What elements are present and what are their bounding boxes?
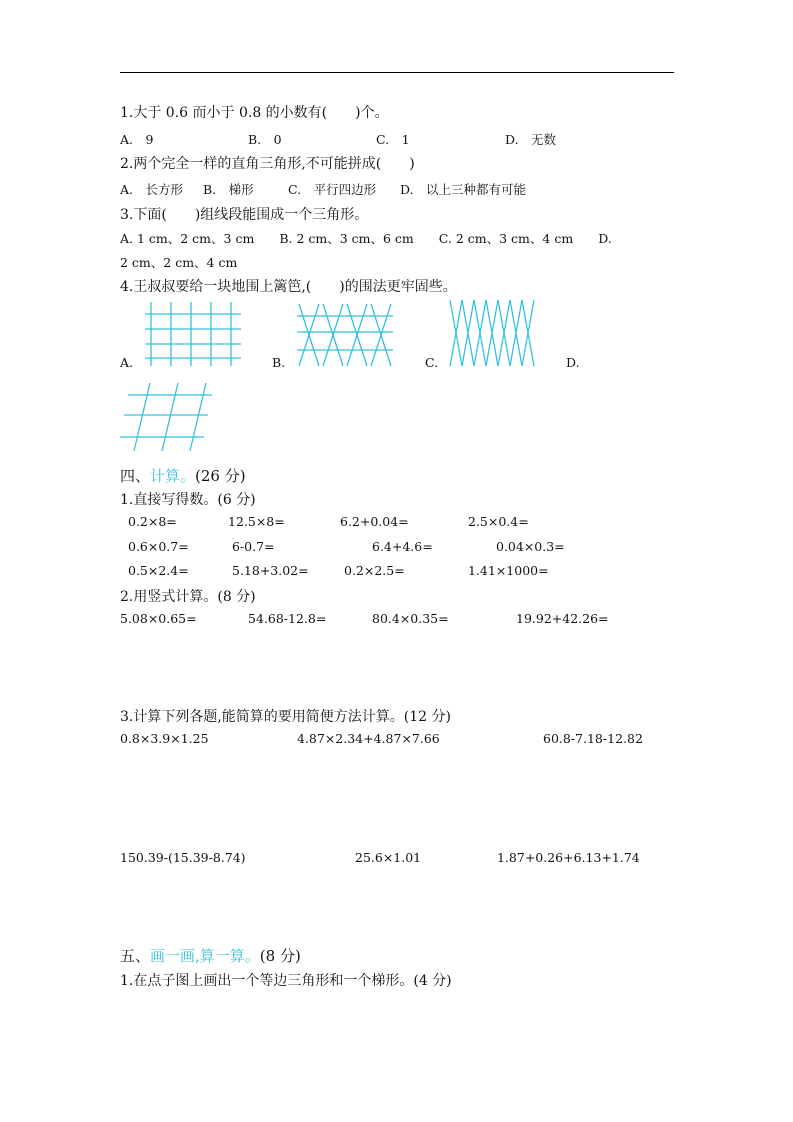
simplify-calc-item: 25.6×1.01 [355, 850, 422, 865]
section-5-score: (8 分) [259, 947, 301, 965]
question-1-text: 1.大于 0.6 而小于 0.8 的小数有( )个。 [120, 105, 389, 121]
vertical-calc-item: 54.68-12.8= [248, 611, 327, 626]
section-5-heading [120, 945, 301, 966]
simplify-calc-item: 4.87×2.34+4.87×7.66 [297, 731, 440, 746]
q2-option-b: B. 梯形 [203, 182, 254, 197]
q1-option-b: B. 0 [248, 132, 282, 147]
section-5-title: 画一画,算一算。 [150, 947, 260, 965]
section-4-prefix: 四、 [120, 467, 151, 485]
simplify-calc-item: 60.8-7.18-12.82 [543, 731, 643, 746]
section-4-part-3-title: 3.计算下列各题,能简算的要用简便方法计算。(12 分) [120, 709, 451, 725]
q2-option-d: D. 以上三种都有可能 [400, 182, 527, 197]
oral-calc-item: 2.5×0.4= [468, 514, 529, 529]
q1-option-c: C. 1 [376, 132, 410, 147]
q2-option-a: A. 长方形 [120, 182, 184, 197]
oral-calc-item: 0.2×8= [128, 514, 177, 529]
oral-calc-item: 6.4+4.6= [372, 539, 433, 554]
question-3-text: 3.下面( )组线段能围成一个三角形。 [120, 207, 369, 223]
oral-calc-item: 0.6×0.7= [128, 539, 189, 554]
q3-options-line-1: A. 1 cm、2 cm、3 cm B. 2 cm、3 cm、6 cm C. 2 cm、3 cm、4 cm D. [120, 231, 612, 246]
vertical-calc-item: 19.92+42.26= [516, 611, 609, 626]
slanted-fence-icon [120, 381, 220, 453]
q4-label-d: D. [566, 355, 580, 370]
q2-option-c: C. 平行四边形 [288, 182, 377, 197]
oral-calc-item: 6-0.7= [232, 539, 275, 554]
q3-options-line-2: 2 cm、2 cm、4 cm [120, 255, 238, 270]
section-5-prefix: 五、 [120, 947, 151, 965]
oral-calc-item: 1.41×1000= [468, 563, 549, 578]
question-4-text: 4.王叔叔要给一块地围上篱笆,( )的围法更牢固些。 [120, 279, 457, 295]
oral-calc-item: 6.2+0.04= [340, 514, 409, 529]
grid-fence-icon [143, 300, 243, 368]
section-4-part-2-title: 2.用竖式计算。(8 分) [120, 589, 256, 605]
vertical-calc-item: 80.4×0.35= [372, 611, 449, 626]
section-4-heading [120, 465, 246, 486]
oral-calc-item: 5.18+3.02= [232, 563, 309, 578]
section-4-part-1-title: 1.直接写得数。(6 分) [120, 492, 256, 508]
section-4-title: 计算。 [150, 467, 196, 485]
diagonal-cross-fence-icon [295, 300, 395, 368]
q1-option-d: D. 无数 [505, 132, 557, 147]
q4-label-c: C. [425, 355, 439, 370]
q4-label-b: B. [272, 355, 286, 370]
q4-label-a: A. [120, 355, 134, 370]
simplify-calc-item: 0.8×3.9×1.25 [120, 731, 209, 746]
vertical-calc-item: 5.08×0.65= [120, 611, 197, 626]
section-4-score: (26 分) [195, 467, 246, 485]
header-rule [120, 72, 674, 73]
oral-calc-item: 0.2×2.5= [344, 563, 405, 578]
q1-option-a: A. 9 [120, 132, 154, 147]
simplify-calc-item: 1.87+0.26+6.13+1.74 [497, 850, 640, 865]
oral-calc-item: 0.5×2.4= [128, 563, 189, 578]
oral-calc-item: 0.04×0.3= [496, 539, 565, 554]
simplify-calc-item: 150.39-(15.39-8.74) [120, 850, 246, 865]
oral-calc-item: 12.5×8= [228, 514, 285, 529]
question-2-text: 2.两个完全一样的直角三角形,不可能拼成( ) [120, 156, 415, 172]
zigzag-fence-icon [446, 298, 542, 368]
section-5-part-1-title: 1.在点子图上画出一个等边三角形和一个梯形。(4 分) [120, 973, 452, 989]
